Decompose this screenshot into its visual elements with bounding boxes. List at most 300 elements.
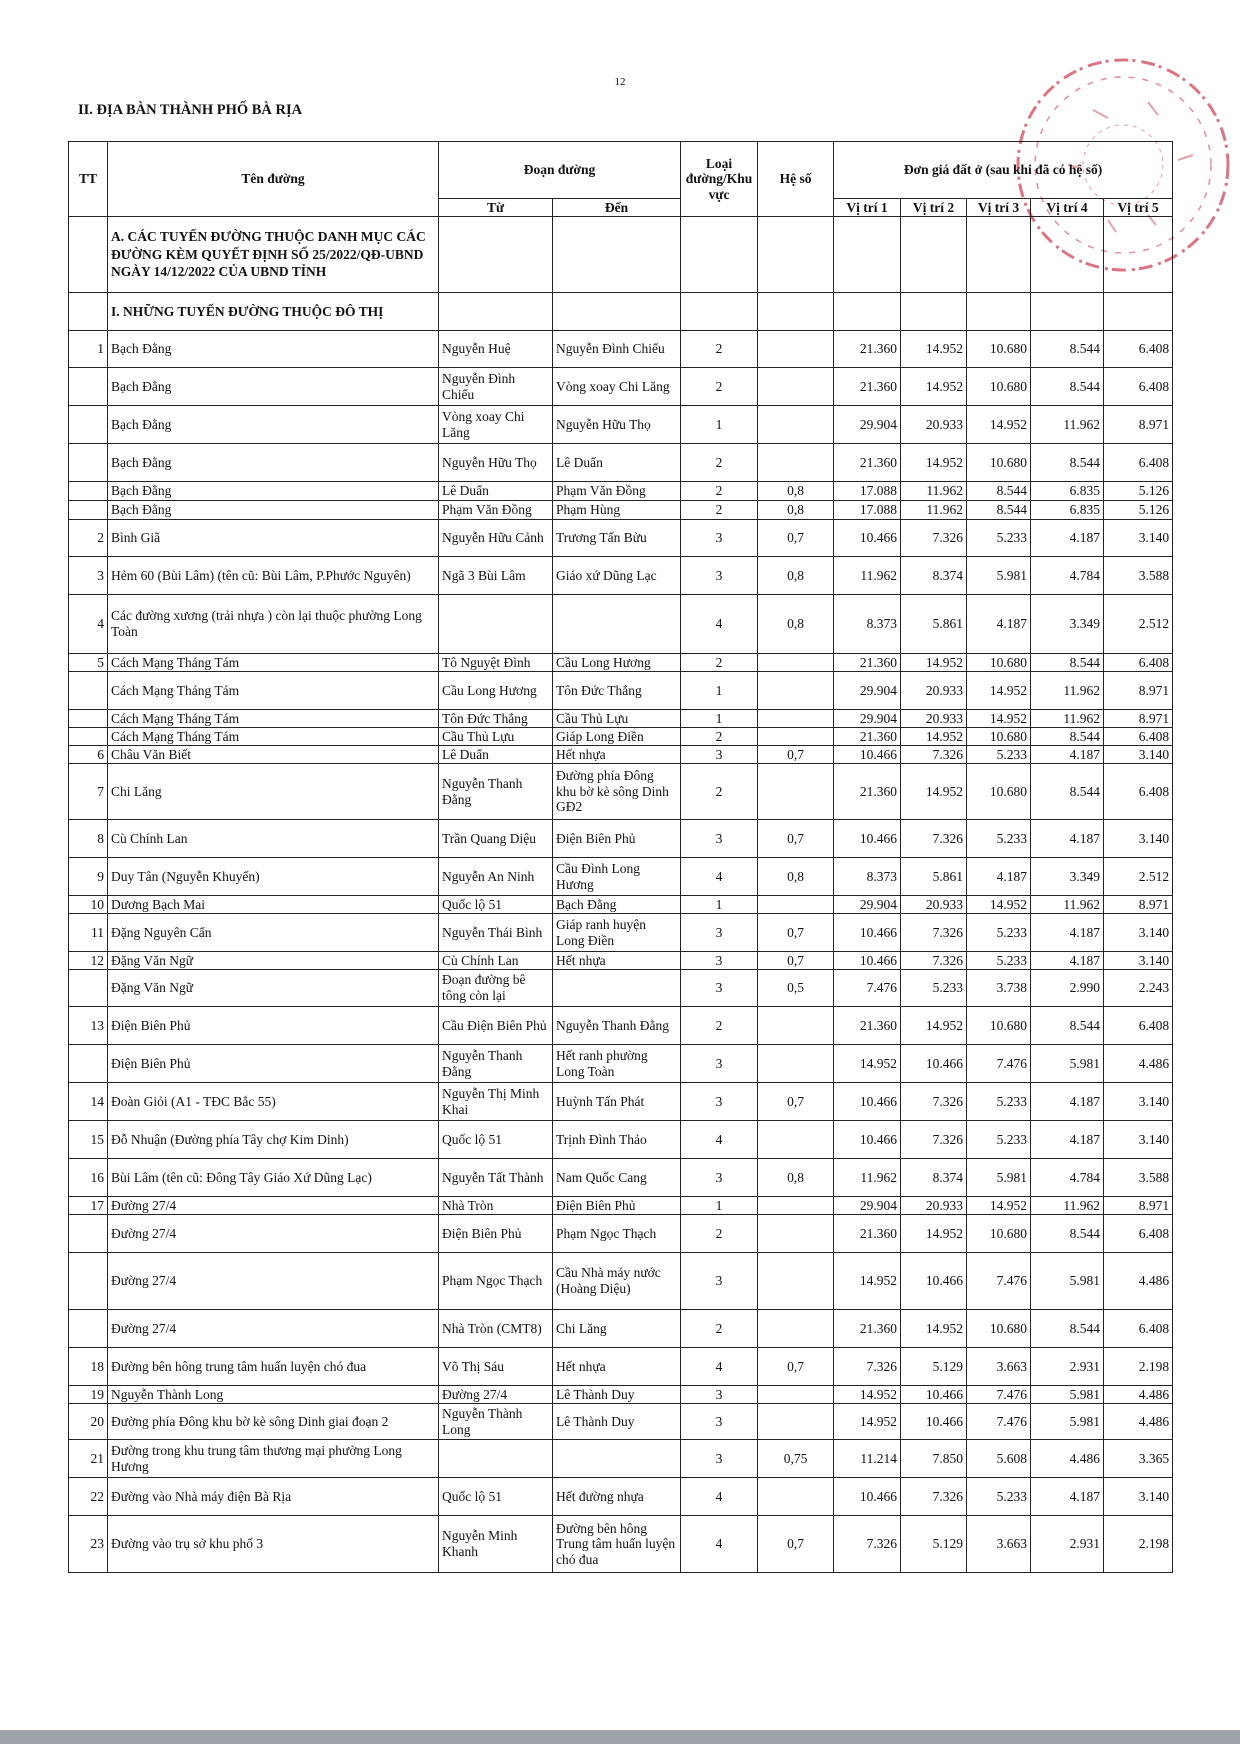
price-vt5: 4.486 — [1104, 1404, 1173, 1440]
table-row — [69, 1404, 1173, 1440]
road-type: 1 — [681, 672, 758, 710]
segment-to: Nguyễn Thanh Đằng — [553, 1007, 681, 1045]
road-name: Đặng Nguyên Cẩn — [108, 914, 439, 952]
road-name: Cách Mạng Tháng Tám — [108, 710, 439, 728]
coefficient: 0,8 — [758, 858, 834, 896]
price-vt3: 7.476 — [967, 1253, 1031, 1310]
segment-from: Cầu Thủ Lựu — [439, 728, 553, 746]
price-vt3: 5.233 — [967, 746, 1031, 764]
coefficient — [758, 1121, 834, 1159]
col-header-vt2: Vị trí 2 — [901, 199, 967, 217]
price-vt3: 8.544 — [967, 482, 1031, 501]
price-vt5: 4.486 — [1104, 1253, 1173, 1310]
segment-from: Võ Thị Sáu — [439, 1348, 553, 1386]
road-type: 3 — [681, 1159, 758, 1197]
road-type: 4 — [681, 1478, 758, 1516]
road-type: 2 — [681, 501, 758, 520]
table-row — [69, 764, 1173, 820]
price-vt5: 6.408 — [1104, 1310, 1173, 1348]
price-vt3: 3.738 — [967, 970, 1031, 1007]
price-vt1: 21.360 — [834, 368, 901, 406]
segment-to: Nam Quốc Cang — [553, 1159, 681, 1197]
road-name: Bạch Đằng — [108, 368, 439, 406]
price-vt5: 6.408 — [1104, 728, 1173, 746]
price-vt4: 3.349 — [1031, 595, 1104, 654]
price-vt4: 4.187 — [1031, 952, 1104, 970]
price-vt2: 11.962 — [901, 482, 967, 501]
road-name: Hẻm 60 (Bùi Lâm) (tên cũ: Bùi Lâm, P.Phước Nguyên) — [108, 557, 439, 595]
price-vt4: 4.187 — [1031, 1478, 1104, 1516]
col-header-vt3: Vị trí 3 — [967, 199, 1031, 217]
table-row — [69, 1386, 1173, 1404]
road-type: 4 — [681, 1348, 758, 1386]
segment-to — [553, 1440, 681, 1478]
price-vt4: 11.962 — [1031, 896, 1104, 914]
price-vt4: 8.544 — [1031, 728, 1104, 746]
price-vt1: 29.904 — [834, 672, 901, 710]
price-vt5: 2.198 — [1104, 1348, 1173, 1386]
price-vt1: 8.373 — [834, 858, 901, 896]
segment-from: Nguyễn Đình Chiểu — [439, 368, 553, 406]
price-vt2: 20.933 — [901, 1197, 967, 1215]
price-vt1: 17.088 — [834, 482, 901, 501]
road-name: Cách Mạng Tháng Tám — [108, 672, 439, 710]
coefficient — [758, 654, 834, 672]
price-vt3: 10.680 — [967, 368, 1031, 406]
segment-to: Tôn Đức Thắng — [553, 672, 681, 710]
price-vt2: 14.952 — [901, 1215, 967, 1253]
price-vt1: 8.373 — [834, 595, 901, 654]
road-name: Đường 27/4 — [108, 1215, 439, 1253]
table-row — [69, 1121, 1173, 1159]
coefficient: 0,7 — [758, 746, 834, 764]
coefficient: 0,7 — [758, 914, 834, 952]
coefficient — [758, 1045, 834, 1083]
road-name: Chi Lăng — [108, 764, 439, 820]
row-tt — [69, 1310, 108, 1348]
segment-to: Hết nhựa — [553, 1348, 681, 1386]
price-vt2: 20.933 — [901, 710, 967, 728]
segment-to: Trương Tấn Bửu — [553, 520, 681, 557]
section-title: II. ĐỊA BÀN THÀNH PHỐ BÀ RỊA — [78, 102, 303, 118]
segment-from: Nguyễn An Ninh — [439, 858, 553, 896]
segment-from: Nguyễn Hữu Thọ — [439, 444, 553, 482]
price-vt4: 4.187 — [1031, 746, 1104, 764]
segment-to: Bạch Đằng — [553, 896, 681, 914]
price-vt2: 14.952 — [901, 1310, 967, 1348]
price-vt2: 10.466 — [901, 1404, 967, 1440]
table-row — [69, 896, 1173, 914]
table-row — [69, 654, 1173, 672]
road-name: Điện Biên Phủ — [108, 1007, 439, 1045]
row-tt — [69, 672, 108, 710]
road-type: 1 — [681, 896, 758, 914]
price-vt5: 3.140 — [1104, 914, 1173, 952]
price-vt5: 3.140 — [1104, 820, 1173, 858]
road-name: Điện Biên Phủ — [108, 1045, 439, 1083]
row-tt: 12 — [69, 952, 108, 970]
price-vt3: 10.680 — [967, 654, 1031, 672]
road-type: 2 — [681, 1215, 758, 1253]
road-name: Đặng Văn Ngữ — [108, 952, 439, 970]
coefficient: 0,7 — [758, 1516, 834, 1573]
table-row — [69, 1348, 1173, 1386]
road-name: Đoàn Giỏi (A1 - TĐC Bắc 55) — [108, 1083, 439, 1121]
table-row — [69, 1253, 1173, 1310]
road-name: Bạch Đằng — [108, 444, 439, 482]
price-vt4: 6.835 — [1031, 482, 1104, 501]
coefficient — [758, 406, 834, 444]
coefficient — [758, 1404, 834, 1440]
road-type: 2 — [681, 764, 758, 820]
price-vt1: 21.360 — [834, 444, 901, 482]
road-name: Bạch Đằng — [108, 482, 439, 501]
price-vt5: 3.140 — [1104, 1121, 1173, 1159]
price-vt1: 10.466 — [834, 914, 901, 952]
row-tt: 19 — [69, 1386, 108, 1404]
segment-to: Phạm Ngọc Thạch — [553, 1215, 681, 1253]
row-tt: 2 — [69, 520, 108, 557]
price-vt3: 10.680 — [967, 331, 1031, 368]
price-vt4: 8.544 — [1031, 1310, 1104, 1348]
road-type: 1 — [681, 1197, 758, 1215]
price-vt4: 8.544 — [1031, 654, 1104, 672]
table-row — [69, 482, 1173, 501]
price-vt3: 7.476 — [967, 1386, 1031, 1404]
price-vt2: 7.326 — [901, 820, 967, 858]
road-name: Dương Bạch Mai — [108, 896, 439, 914]
segment-to: Phạm Văn Đồng — [553, 482, 681, 501]
road-type: 3 — [681, 970, 758, 1007]
road-type: 3 — [681, 557, 758, 595]
price-vt4: 4.187 — [1031, 820, 1104, 858]
road-type: 3 — [681, 952, 758, 970]
price-vt4: 8.544 — [1031, 331, 1104, 368]
price-vt4: 8.544 — [1031, 1007, 1104, 1045]
price-vt1: 7.476 — [834, 970, 901, 1007]
segment-from: Đoạn đường bê tông còn lại — [439, 970, 553, 1007]
road-name: Đường vào trụ sở khu phố 3 — [108, 1516, 439, 1573]
table-row — [69, 331, 1173, 368]
price-vt5: 3.588 — [1104, 557, 1173, 595]
coefficient: 0,8 — [758, 1159, 834, 1197]
price-vt4: 8.544 — [1031, 444, 1104, 482]
price-vt5: 5.126 — [1104, 501, 1173, 520]
price-vt2: 14.952 — [901, 654, 967, 672]
table-row — [69, 746, 1173, 764]
road-name: Nguyễn Thành Long — [108, 1386, 439, 1404]
segment-from: Phạm Ngọc Thạch — [439, 1253, 553, 1310]
price-vt2: 7.850 — [901, 1440, 967, 1478]
price-vt1: 11.962 — [834, 1159, 901, 1197]
segment-to: Cầu Thủ Lựu — [553, 710, 681, 728]
price-vt3: 4.187 — [967, 858, 1031, 896]
header-row-1 — [69, 142, 1173, 199]
segment-from: Nguyễn Minh Khanh — [439, 1516, 553, 1573]
road-type: 3 — [681, 820, 758, 858]
price-vt2: 14.952 — [901, 368, 967, 406]
segment-from: Cù Chính Lan — [439, 952, 553, 970]
price-vt3: 14.952 — [967, 1197, 1031, 1215]
segment-from — [439, 595, 553, 654]
table-row — [69, 444, 1173, 482]
road-type: 4 — [681, 1516, 758, 1573]
price-vt5: 6.408 — [1104, 368, 1173, 406]
price-vt1: 10.466 — [834, 1478, 901, 1516]
col-header-he-so: Hệ số — [758, 142, 834, 217]
page-number: 12 — [614, 76, 626, 88]
group-i-heading: I. NHỮNG TUYẾN ĐƯỜNG THUỘC ĐÔ THỊ — [108, 293, 439, 331]
price-vt3: 10.680 — [967, 764, 1031, 820]
segment-from: Lê Duẩn — [439, 746, 553, 764]
group-row-i — [69, 293, 1173, 331]
segment-from: Quốc lộ 51 — [439, 896, 553, 914]
row-tt: 14 — [69, 1083, 108, 1121]
road-type: 2 — [681, 1007, 758, 1045]
row-tt: 13 — [69, 1007, 108, 1045]
segment-from: Tôn Đức Thắng — [439, 710, 553, 728]
col-header-vt1: Vị trí 1 — [834, 199, 901, 217]
price-vt2: 14.952 — [901, 1007, 967, 1045]
row-tt — [69, 1045, 108, 1083]
col-header-den: Đến — [553, 199, 681, 217]
col-header-tu: Từ — [439, 199, 553, 217]
price-vt1: 29.904 — [834, 1197, 901, 1215]
price-vt1: 14.952 — [834, 1045, 901, 1083]
row-tt: 22 — [69, 1478, 108, 1516]
price-vt4: 5.981 — [1031, 1386, 1104, 1404]
table-row — [69, 710, 1173, 728]
price-vt3: 3.663 — [967, 1516, 1031, 1573]
price-vt3: 5.981 — [967, 557, 1031, 595]
price-vt2: 8.374 — [901, 557, 967, 595]
coefficient: 0,7 — [758, 1348, 834, 1386]
row-tt: 5 — [69, 654, 108, 672]
coefficient — [758, 1253, 834, 1310]
price-vt3: 5.981 — [967, 1159, 1031, 1197]
col-header-tt: TT — [69, 142, 108, 217]
segment-to: Đường bên hông Trung tâm huấn luyện chó đua — [553, 1516, 681, 1573]
price-vt5: 3.140 — [1104, 746, 1173, 764]
price-vt5: 5.126 — [1104, 482, 1173, 501]
price-vt1: 10.466 — [834, 746, 901, 764]
road-type: 2 — [681, 728, 758, 746]
price-vt5: 6.408 — [1104, 654, 1173, 672]
road-type: 2 — [681, 444, 758, 482]
table-row — [69, 728, 1173, 746]
price-vt3: 10.680 — [967, 1215, 1031, 1253]
road-name: Cù Chính Lan — [108, 820, 439, 858]
road-name: Bạch Đằng — [108, 331, 439, 368]
coefficient: 0,75 — [758, 1440, 834, 1478]
segment-from: Nguyễn Huệ — [439, 331, 553, 368]
price-vt2: 11.962 — [901, 501, 967, 520]
price-vt4: 5.981 — [1031, 1404, 1104, 1440]
price-vt1: 14.952 — [834, 1404, 901, 1440]
segment-from: Đường 27/4 — [439, 1386, 553, 1404]
price-vt1: 10.466 — [834, 520, 901, 557]
price-vt5: 6.408 — [1104, 331, 1173, 368]
coefficient — [758, 710, 834, 728]
table-row — [69, 1197, 1173, 1215]
price-vt2: 10.466 — [901, 1045, 967, 1083]
price-vt3: 14.952 — [967, 672, 1031, 710]
road-type: 2 — [681, 654, 758, 672]
row-tt: 21 — [69, 1440, 108, 1478]
road-name: Các đường xương (trải nhựa ) còn lại thuộc phường Long Toàn — [108, 595, 439, 654]
road-name: Cách Mạng Tháng Tám — [108, 728, 439, 746]
price-vt1: 11.962 — [834, 557, 901, 595]
segment-from: Nguyễn Hữu Cảnh — [439, 520, 553, 557]
price-vt4: 11.962 — [1031, 710, 1104, 728]
road-type: 3 — [681, 746, 758, 764]
price-vt1: 21.360 — [834, 331, 901, 368]
road-type: 3 — [681, 1440, 758, 1478]
coefficient: 0,8 — [758, 557, 834, 595]
road-type: 3 — [681, 1253, 758, 1310]
road-type: 3 — [681, 1045, 758, 1083]
segment-from: Cầu Long Hương — [439, 672, 553, 710]
price-vt2: 5.233 — [901, 970, 967, 1007]
price-vt2: 8.374 — [901, 1159, 967, 1197]
road-name: Bạch Đằng — [108, 501, 439, 520]
row-tt — [69, 1253, 108, 1310]
price-vt5: 8.971 — [1104, 1197, 1173, 1215]
price-vt5: 2.512 — [1104, 858, 1173, 896]
price-vt1: 11.214 — [834, 1440, 901, 1478]
table-row — [69, 952, 1173, 970]
segment-from — [439, 1440, 553, 1478]
price-vt4: 2.990 — [1031, 970, 1104, 1007]
col-header-vt5: Vị trí 5 — [1104, 199, 1173, 217]
price-vt4: 2.931 — [1031, 1348, 1104, 1386]
price-vt3: 14.952 — [967, 896, 1031, 914]
segment-from: Nhà Tròn — [439, 1197, 553, 1215]
price-vt3: 10.680 — [967, 1007, 1031, 1045]
price-vt3: 5.233 — [967, 952, 1031, 970]
segment-from: Cầu Điện Biên Phủ — [439, 1007, 553, 1045]
coefficient: 0,8 — [758, 595, 834, 654]
segment-from: Nguyễn Thành Long — [439, 1404, 553, 1440]
segment-from: Nguyễn Thanh Đằng — [439, 764, 553, 820]
road-type: 3 — [681, 1083, 758, 1121]
price-vt3: 5.608 — [967, 1440, 1031, 1478]
price-vt4: 4.784 — [1031, 1159, 1104, 1197]
coefficient — [758, 896, 834, 914]
segment-from: Điện Biên Phủ — [439, 1215, 553, 1253]
coefficient: 0,8 — [758, 501, 834, 520]
road-name: Đường phía Đông khu bờ kè sông Dinh giai đoạn 2 — [108, 1404, 439, 1440]
row-tt: 8 — [69, 820, 108, 858]
price-vt5: 4.486 — [1104, 1045, 1173, 1083]
price-vt3: 14.952 — [967, 406, 1031, 444]
segment-to: Đường phía Đông khu bờ kè sông Dinh GĐ2 — [553, 764, 681, 820]
road-name: Bình Giã — [108, 520, 439, 557]
row-tt: 15 — [69, 1121, 108, 1159]
land-price-table — [68, 141, 1173, 1573]
row-tt: 6 — [69, 746, 108, 764]
road-name: Bùi Lâm (tên cũ: Đông Tây Giáo Xứ Dũng Lạc) — [108, 1159, 439, 1197]
price-vt2: 5.861 — [901, 858, 967, 896]
segment-to: Lê Thành Duy — [553, 1404, 681, 1440]
row-tt: 1 — [69, 331, 108, 368]
coefficient — [758, 672, 834, 710]
road-type: 2 — [681, 482, 758, 501]
coefficient — [758, 1386, 834, 1404]
price-vt3: 5.233 — [967, 914, 1031, 952]
road-name: Đường vào Nhà máy điện Bà Rịa — [108, 1478, 439, 1516]
price-vt5: 4.486 — [1104, 1386, 1173, 1404]
price-vt4: 11.962 — [1031, 672, 1104, 710]
price-vt4: 4.784 — [1031, 557, 1104, 595]
price-vt2: 5.129 — [901, 1348, 967, 1386]
col-header-vt4: Vị trí 4 — [1031, 199, 1104, 217]
road-name: Đường 27/4 — [108, 1197, 439, 1215]
coefficient — [758, 331, 834, 368]
price-vt1: 29.904 — [834, 406, 901, 444]
coefficient: 0,7 — [758, 1083, 834, 1121]
coefficient — [758, 764, 834, 820]
table-row — [69, 520, 1173, 557]
price-vt4: 5.981 — [1031, 1253, 1104, 1310]
price-vt2: 7.326 — [901, 1121, 967, 1159]
segment-to: Cầu Nhà máy nước (Hoàng Diệu) — [553, 1253, 681, 1310]
segment-from: Lê Duẩn — [439, 482, 553, 501]
segment-to: Giáp ranh huyện Long Điền — [553, 914, 681, 952]
price-vt5: 6.408 — [1104, 444, 1173, 482]
segment-from: Quốc lộ 51 — [439, 1121, 553, 1159]
coefficient: 0,7 — [758, 520, 834, 557]
table-row — [69, 820, 1173, 858]
road-name: Duy Tân (Nguyễn Khuyến) — [108, 858, 439, 896]
price-vt5: 6.408 — [1104, 1215, 1173, 1253]
segment-to: Nguyễn Hữu Thọ — [553, 406, 681, 444]
table-row — [69, 1159, 1173, 1197]
price-vt2: 14.952 — [901, 444, 967, 482]
price-vt2: 7.326 — [901, 746, 967, 764]
price-vt2: 5.861 — [901, 595, 967, 654]
price-vt2: 7.326 — [901, 1083, 967, 1121]
row-tt — [69, 482, 108, 501]
row-tt — [69, 444, 108, 482]
price-vt5: 2.243 — [1104, 970, 1173, 1007]
price-vt4: 3.349 — [1031, 858, 1104, 896]
road-type: 3 — [681, 1404, 758, 1440]
coefficient — [758, 1007, 834, 1045]
segment-from: Quốc lộ 51 — [439, 1478, 553, 1516]
price-vt1: 17.088 — [834, 501, 901, 520]
road-type: 4 — [681, 595, 758, 654]
price-vt4: 4.187 — [1031, 914, 1104, 952]
row-tt: 3 — [69, 557, 108, 595]
price-vt3: 5.233 — [967, 1083, 1031, 1121]
segment-from: Nguyễn Tất Thành — [439, 1159, 553, 1197]
price-vt5: 8.971 — [1104, 710, 1173, 728]
price-vt2: 10.466 — [901, 1386, 967, 1404]
table-row — [69, 1215, 1173, 1253]
price-vt1: 14.952 — [834, 1386, 901, 1404]
price-vt2: 14.952 — [901, 728, 967, 746]
price-vt2: 14.952 — [901, 331, 967, 368]
price-vt1: 21.360 — [834, 654, 901, 672]
road-type: 3 — [681, 914, 758, 952]
segment-from: Nhà Tròn (CMT8) — [439, 1310, 553, 1348]
price-vt1: 21.360 — [834, 1310, 901, 1348]
table-row — [69, 501, 1173, 520]
table-row — [69, 1083, 1173, 1121]
price-vt3: 5.233 — [967, 1121, 1031, 1159]
coefficient — [758, 728, 834, 746]
